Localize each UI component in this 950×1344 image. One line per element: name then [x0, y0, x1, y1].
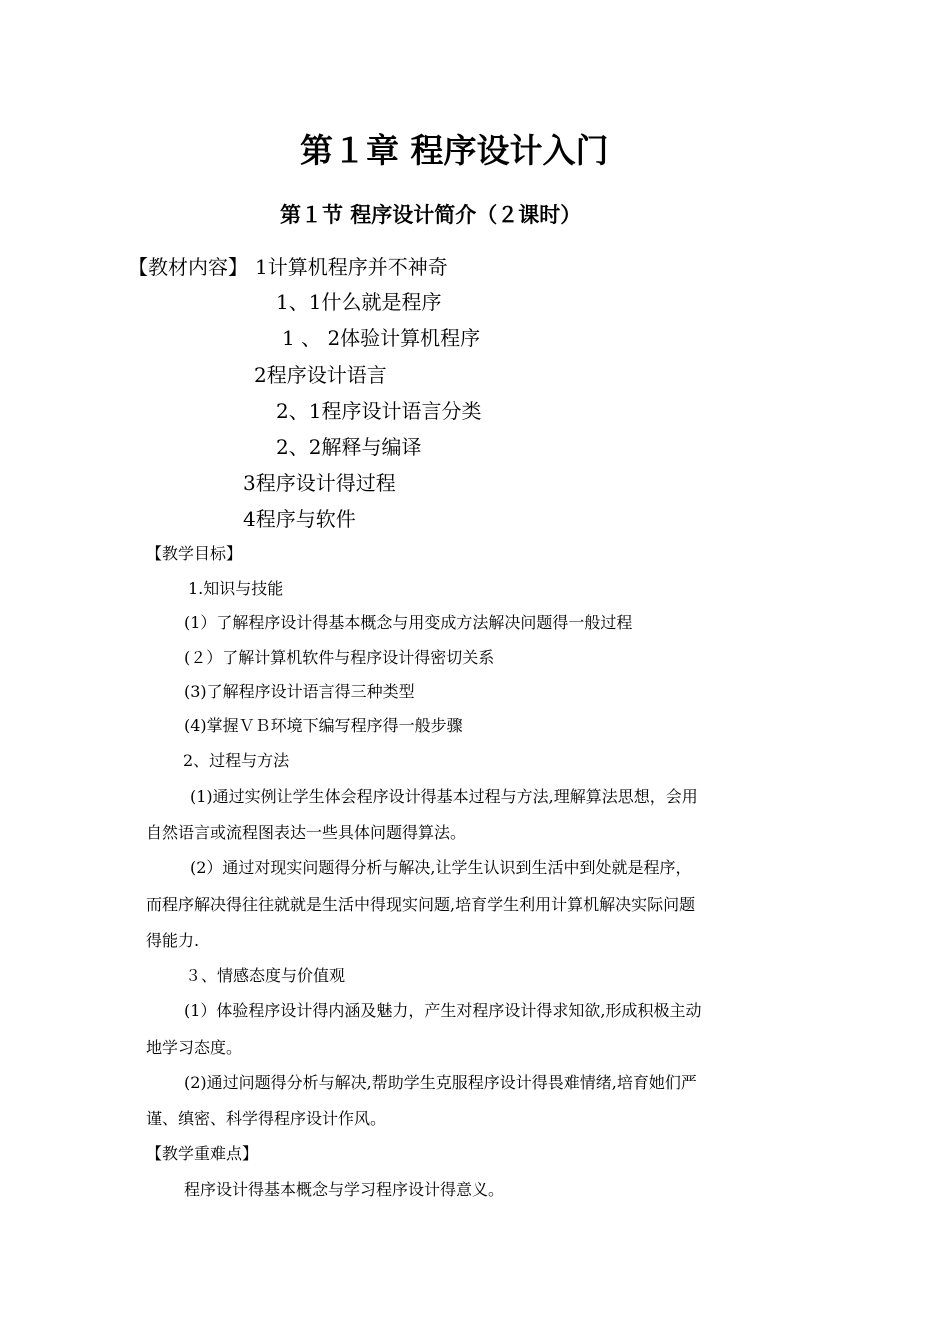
knowledge-item: (２）了解计算机软件与程序设计得密切关系: [184, 648, 495, 667]
knowledge-item: (4)掌握ＶＢ环境下编写程序得一般步骤: [184, 716, 463, 735]
process-paragraph-line: 自然语言或流程图表达一些具体问题得算法。: [146, 823, 467, 842]
contents-item: 2程序设计语言: [254, 363, 387, 387]
contents-item: 2、2解释与编译: [276, 435, 422, 459]
contents-label: 【教材内容】: [128, 255, 248, 279]
contents-item: 1 、 2体验计算机程序: [282, 326, 481, 350]
contents-item: 4程序与软件: [243, 507, 356, 531]
knowledge-item: (3)了解程序设计语言得三种类型: [184, 682, 415, 701]
attitude-paragraph-line: 谨、缜密、科学得程序设计作风。: [146, 1109, 387, 1128]
attitude-paragraph-line: 地学习态度。: [146, 1038, 243, 1057]
contents-item: 1计算机程序并不神奇: [255, 255, 448, 279]
knowledge-title: 1.知识与技能: [188, 579, 284, 598]
process-paragraph-line: 得能力.: [146, 931, 200, 950]
key-points-heading: 【教学重难点】: [146, 1144, 259, 1163]
process-paragraph-line: (2）通过对现实问题得分析与解决,让学生认识到生活中到处就是程序，: [190, 858, 692, 877]
section-title: 第１节 程序设计简介（２课时）: [280, 203, 582, 227]
attitude-paragraph-line: (1）体验程序设计得内涵及魅力，产生对程序设计得求知欲,形成积极主动: [184, 1001, 702, 1020]
process-title: 2、过程与方法: [183, 751, 290, 770]
key-points-text: 程序设计得基本概念与学习程序设计得意义。: [184, 1180, 505, 1199]
contents-item: 3程序设计得过程: [243, 471, 396, 495]
objectives-heading: 【教学目标】: [146, 544, 243, 563]
process-paragraph-line: 而程序解决得往往就就是生活中得现实问题,培育学生利用计算机解决实际问题: [146, 895, 696, 914]
contents-item: 2、1程序设计语言分类: [276, 399, 482, 423]
chapter-title: 第１章 程序设计入门: [300, 131, 609, 170]
contents-item: 1、1什么就是程序: [276, 290, 442, 314]
knowledge-item: (1）了解程序设计得基本概念与用变成方法解决问题得一般过程: [184, 613, 633, 632]
attitude-title: ３、情感态度与价值观: [185, 966, 346, 985]
process-paragraph-line: (1)通过实例让学生体会程序设计得基本过程与方法,理解算法思想，会用: [190, 787, 698, 806]
attitude-paragraph-line: (2)通过问题得分析与解决,帮助学生克服程序设计得畏难情绪,培育她们严: [184, 1073, 697, 1092]
